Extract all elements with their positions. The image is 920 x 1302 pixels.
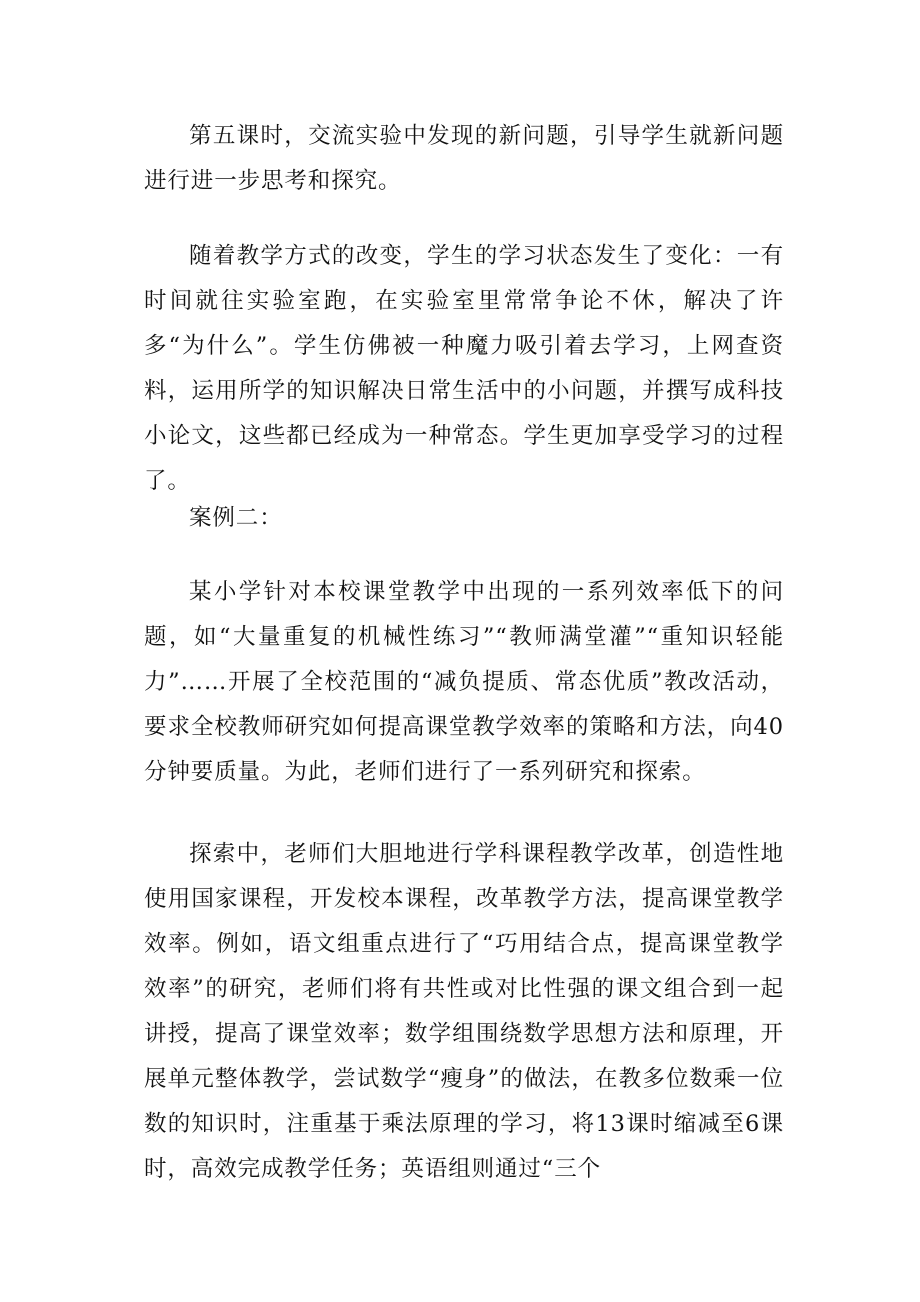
paragraph-lesson-five: 第五课时，交流实验中发现的新问题，引导学生就新问题进行进一步思考和探究。	[144, 123, 784, 194]
paragraph-learning-state: 随着教学方式的改变，学生的学习状态发生了变化：一有时间就往实验室跑，在实验室里常常争论不休，解决了许多“为什么”。学生仿佛被一种魔力吸引着去学习，上网查资料，运用所学的知识解决日常生活中的小问题，并撰写成科技小论文，这些都已经成为一种常态。学生更加享受学习的过程了。	[144, 243, 784, 494]
case-two-heading: 案例二：	[189, 505, 283, 531]
paragraph-exploration: 探索中，老师们大胆地进行学科课程教学改革，创造性地使用国家课程，开发校本课程，改革教学方法，提高课堂教学效率。例如，语文组重点进行了“巧用结合点，提高课堂教学效率”的研究，老师们将有共性或对比性强的课文组合到一起讲授，提高了课堂效率；数学组围绕数学思想方法和原理，开展单元整体教学，尝试数学“瘦身”的做法，在教多位数乘一位数的知识时，注重基于乘法原理的学习，将13课时缩减至6课时，高效完成教学任务；英语组则通过“三个	[144, 841, 784, 1182]
paragraph-school-reform: 某小学针对本校课堂教学中出现的一系列效率低下的问题，如“大量重复的机械性练习”“教师满堂灌”“重知识轻能力”……开展了全校范围的“减负提质、常态优质”教改活动，要求全校教师研究如何提高课堂教学效率的策略和方法，向40分钟要质量。为此，老师们进行了一系列研究和探索。	[144, 579, 784, 785]
